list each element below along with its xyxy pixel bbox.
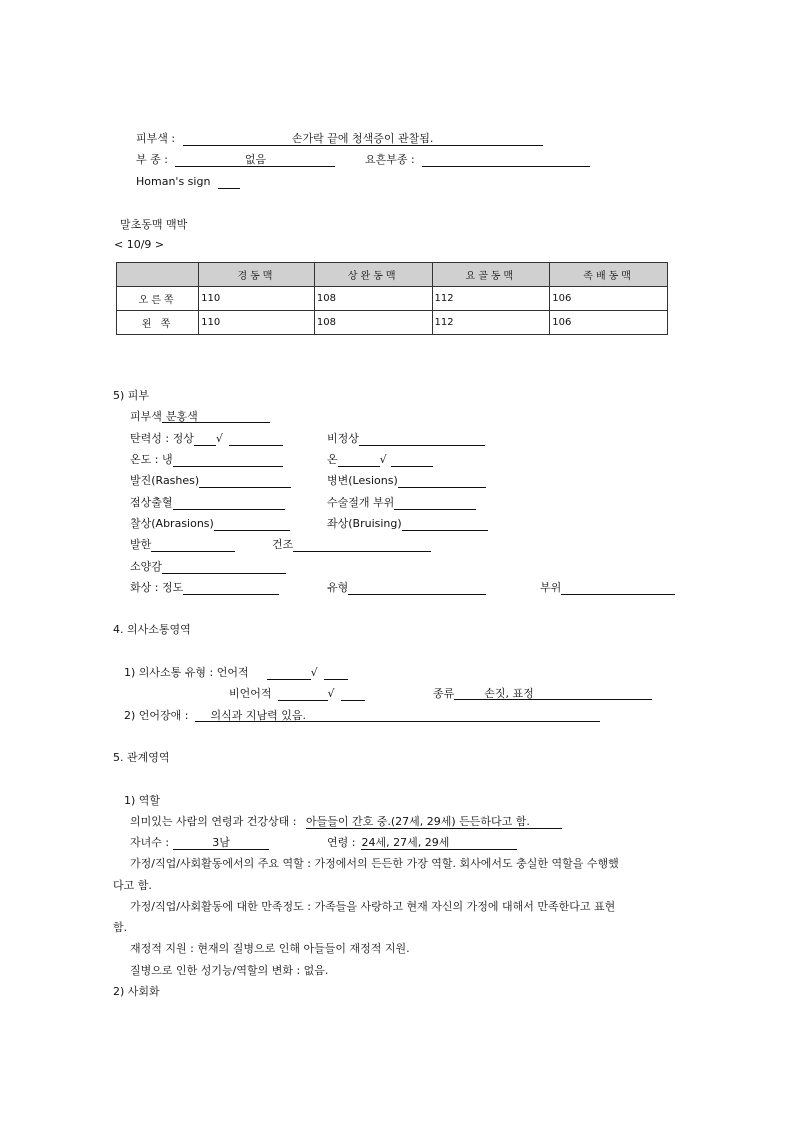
- pulse-header-cell: 요골동맥: [432, 263, 550, 287]
- pulse-cell: 110: [199, 311, 315, 335]
- comm-kind-row: [433, 687, 652, 701]
- warm-blank: [338, 453, 380, 467]
- bruising-blank: [402, 517, 488, 531]
- burn-label: 화상 : 정도: [130, 581, 184, 594]
- turgor-blank-2: [229, 432, 283, 446]
- pruritus-row: [130, 560, 286, 574]
- turgor-label: 탄력성 : 정상: [130, 432, 194, 445]
- lesions-blank: [398, 474, 486, 488]
- temp-row: [130, 453, 283, 467]
- role-change: 질병으로 인한 성기능/역할의 변화 : 없음.: [130, 964, 329, 977]
- rashes-blank: [199, 474, 291, 488]
- satisfaction-line1: 가정/직업/사회활동에 대한 만족정도 : 가족들을 사랑하고 현재 자신의 가정에 대해서 만족한다고 표현: [130, 900, 616, 913]
- nonverbal-row: [229, 687, 365, 701]
- dryness-label: 건조: [272, 538, 294, 551]
- table-row: [117, 287, 668, 311]
- petechiae-blank: [173, 496, 285, 510]
- bruising-label: 좌상(Bruising): [327, 517, 402, 530]
- pulse-header-cell: 족배동맥: [550, 263, 668, 287]
- dryness-blank: [293, 538, 431, 552]
- verbal-blank-2: [324, 666, 348, 680]
- burn-site-label: 부위: [540, 581, 562, 594]
- comm-type-label: 1) 의사소통 유형 : 언어적: [124, 666, 249, 679]
- pulse-cell: 110: [199, 287, 315, 311]
- pitting-edema-blank: [422, 153, 590, 167]
- burn-site-blank: [561, 581, 675, 595]
- rashes-row: [130, 474, 291, 488]
- temp-label: 온도 : 냉: [130, 453, 173, 466]
- skin-color-label: 피부색 :: [136, 132, 176, 145]
- pulse-cell: 108: [314, 287, 432, 311]
- surgical-row: [327, 496, 476, 510]
- pulse-cell: 106: [550, 287, 668, 311]
- satisfaction-line2: 함.: [113, 921, 128, 934]
- sweating-row: [130, 538, 235, 552]
- speech-disorder-row: [124, 709, 600, 723]
- age-label: 연령 :: [327, 836, 356, 849]
- warm-row: [327, 453, 433, 467]
- pulse-row-label: 오른쪽: [117, 287, 199, 311]
- age-value: 24세, 27세, 29세: [361, 836, 517, 850]
- bruising-row: [327, 517, 488, 531]
- surgical-label: 수술절개 부위: [327, 496, 395, 509]
- edema-row: [136, 153, 590, 167]
- check-mark: √: [379, 453, 387, 466]
- table-row: [117, 311, 668, 335]
- pulse-header-row: [117, 263, 668, 287]
- pulse-header-cell: [117, 263, 199, 287]
- financial-support: 재정적 지원 : 현재의 질병으로 인해 아들들이 재정적 지원.: [130, 942, 410, 955]
- main-role-line1: 가정/직업/사회활동에서의 주요 역할 : 가정에서의 든든한 가장 역할. 회사에서도 충실한 역할을 수행했: [130, 857, 619, 870]
- speech-disorder-label: 2) 언어장애 :: [124, 709, 189, 722]
- pulse-row-label: 왼 쪽: [117, 311, 199, 335]
- surgical-blank: [394, 496, 476, 510]
- burn-row: [130, 581, 279, 595]
- petechiae-label: 점상출혈: [130, 496, 173, 509]
- role-heading: 1) 역할: [124, 794, 161, 807]
- pulse-header-cell: 경동맥: [199, 263, 315, 287]
- significant-value: 아들들이 간호 중.(27세, 29세) 든든하다고 함.: [306, 815, 562, 829]
- pulse-cell: 108: [314, 311, 432, 335]
- pulse-table: [116, 262, 668, 335]
- burn-degree-blank: [183, 581, 279, 595]
- rashes-label: 발진(Rashes): [130, 474, 200, 487]
- temp-cold-blank: [173, 453, 283, 467]
- abnormal-label: 비정상: [327, 432, 359, 445]
- edema-label: 부 종 :: [136, 153, 168, 166]
- warm-label: 온: [327, 453, 338, 466]
- burn-type-blank: [348, 581, 486, 595]
- main-role-line2: 다고 함.: [113, 879, 152, 892]
- skin-color-value-2: 분홍색: [162, 410, 270, 423]
- abrasions-row: [130, 517, 290, 531]
- turgor-row: [130, 432, 283, 446]
- children-value: 3남: [173, 836, 269, 850]
- skin-color-row: [136, 132, 543, 146]
- burn-site-row: [540, 581, 675, 595]
- homan-sign-label: Homan's sign: [136, 175, 211, 188]
- pulse-title: 말초동맥 맥박: [120, 218, 188, 231]
- pulse-date: < 10/9 >: [114, 238, 165, 251]
- edema-value: 없음: [175, 153, 335, 167]
- communication-heading: 4. 의사소통영역: [113, 623, 191, 636]
- nonverbal-blank-2: [341, 687, 365, 701]
- nonverbal-blank: [278, 687, 328, 701]
- abrasions-blank: [214, 517, 290, 531]
- dryness-row: [272, 538, 431, 552]
- lesions-label: 병변(Lesions): [327, 474, 398, 487]
- check-mark: √: [310, 666, 318, 679]
- pulse-cell: 106: [550, 311, 668, 335]
- sweating-label: 발한: [130, 538, 152, 551]
- pruritus-label: 소양감: [130, 560, 162, 573]
- verbal-blank: [267, 666, 311, 680]
- abnormal-blank: [359, 432, 485, 446]
- abrasions-label: 찰상(Abrasions): [130, 517, 214, 530]
- check-mark: √: [215, 432, 223, 445]
- comm-kind-label: 종류: [433, 687, 455, 700]
- pulse-cell: 112: [432, 287, 550, 311]
- nonverbal-label: 비언어적: [229, 687, 272, 700]
- pulse-header-cell: 상완동맥: [314, 263, 432, 287]
- check-mark: √: [327, 687, 335, 700]
- skin-color-label-2: 피부색: [130, 410, 162, 423]
- speech-disorder-value: 의식과 지남력 있음.: [195, 709, 600, 722]
- significant-label: 의미있는 사람의 연령과 건강상태 :: [130, 815, 297, 828]
- lesions-row: [327, 474, 486, 488]
- skin-color-value: 손가락 끝에 청색증이 관찰됨.: [183, 132, 543, 146]
- comm-type-row: [124, 666, 348, 680]
- skin-heading: 5) 피부: [113, 389, 150, 402]
- pitting-edema-label: 요흔부종 :: [364, 153, 415, 166]
- children-label: 자녀수 :: [130, 836, 170, 849]
- socialization-heading: 2) 사회화: [113, 985, 160, 998]
- homan-sign-blank: [218, 175, 240, 189]
- comm-kind-value: 손짓, 표정: [454, 687, 652, 700]
- significant-row: [130, 815, 562, 829]
- abnormal-row: [327, 432, 485, 446]
- turgor-blank: [194, 432, 216, 446]
- burn-type-label: 유형: [327, 581, 349, 594]
- children-row: [130, 836, 269, 850]
- age-row: [327, 836, 517, 850]
- warm-blank-2: [391, 453, 433, 467]
- sweating-blank: [151, 538, 235, 552]
- pulse-cell: 112: [432, 311, 550, 335]
- relations-heading: 5. 관계영역: [113, 751, 170, 764]
- pruritus-blank: [162, 560, 286, 574]
- petechiae-row: [130, 496, 285, 510]
- skin-color-row-2: [130, 410, 270, 424]
- homan-sign-row: [136, 175, 240, 189]
- burn-type-row: [327, 581, 486, 595]
